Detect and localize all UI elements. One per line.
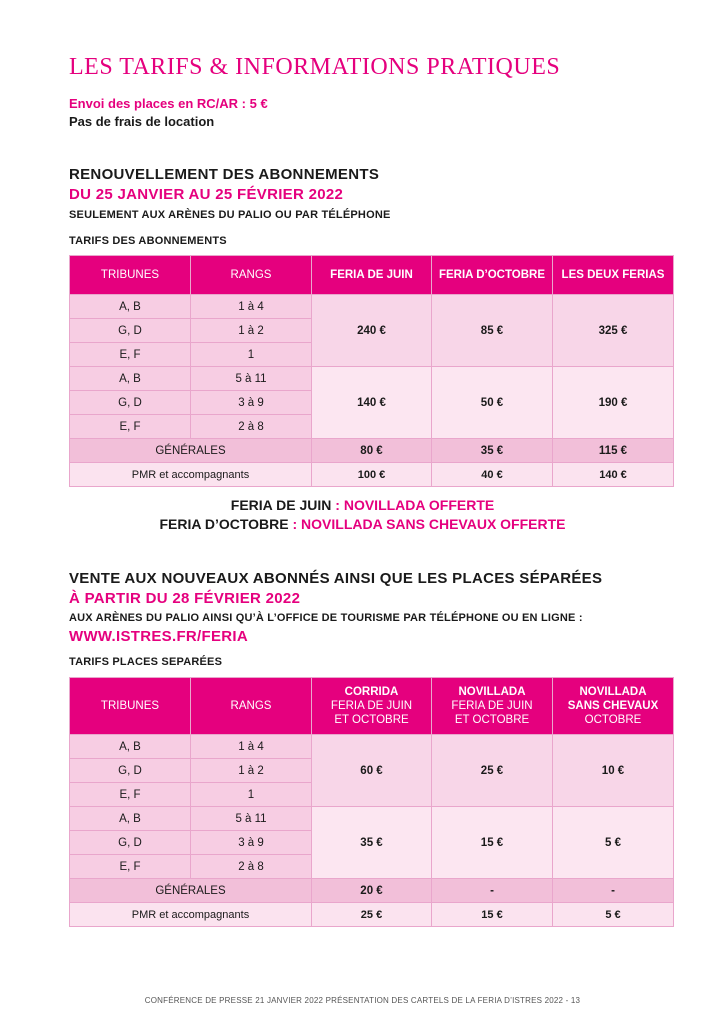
tribune-cell: G, D	[70, 831, 191, 855]
header-corrida	[312, 678, 432, 735]
tribune-cell: A, B	[70, 295, 191, 319]
pmr-row	[70, 903, 674, 927]
price-cell: 100 €	[312, 463, 432, 487]
rang-cell: 1	[191, 343, 312, 367]
price-cell: 20 €	[312, 879, 432, 903]
generales-row	[70, 439, 674, 463]
page-footer: CONFÉRENCE DE PRESSE 21 JANVIER 2022 PRÉSENTATION DES CARTELS DE LA FERIA D’ISTRES 2022 - 13	[144, 996, 581, 1005]
price-cell: 140 €	[312, 367, 432, 439]
tribune-cell: A, B	[70, 735, 191, 759]
price-cell: 5 €	[553, 807, 674, 879]
generales-row	[70, 879, 674, 903]
table-header-row	[70, 256, 674, 295]
header-nsc-title1: NOVILLADA	[579, 686, 647, 698]
rang-cell: 5 à 11	[191, 367, 312, 391]
offer1-sep: :	[331, 497, 344, 513]
section2-heading: VENTE AUX NOUVEAUX ABONNÉS AINSI QUE LES PLACES SÉPARÉES	[69, 570, 603, 587]
section2-dates: À PARTIR DU 28 FÉVRIER 2022	[69, 590, 301, 607]
offer2-value: NOVILLADA SANS CHEVAUX OFFERTE	[301, 516, 566, 532]
table-header-row	[70, 678, 674, 735]
table-row	[70, 735, 674, 759]
tribune-cell: A, B	[70, 807, 191, 831]
pmr-row	[70, 463, 674, 487]
price-cell: -	[553, 879, 674, 903]
price-cell: 25 €	[312, 903, 432, 927]
header-tribunes: TRIBUNES	[70, 256, 191, 295]
offer2-sep: :	[288, 516, 302, 532]
offer2-label: FERIA D’OCTOBRE	[159, 516, 289, 532]
tribune-cell: E, F	[70, 855, 191, 879]
envoi-info: Envoi des places en RC/AR : 5 €	[69, 96, 268, 111]
price-cell: 60 €	[312, 735, 432, 807]
rang-cell: 1 à 2	[191, 319, 312, 343]
header-novillada-sub1: FERIA DE JUIN	[451, 700, 533, 712]
header-novillada	[432, 678, 553, 735]
generales-label: GÉNÉRALES	[70, 439, 312, 463]
header-corrida-sub2: ET OCTOBRE	[334, 714, 409, 726]
section1-note: SEULEMENT AUX ARÈNES DU PALIO OU PAR TÉLÉPHONE	[69, 209, 391, 221]
section1-heading: RENOUVELLEMENT DES ABONNEMENTS	[69, 166, 380, 183]
price-cell: -	[432, 879, 553, 903]
section1-dates: DU 25 JANVIER AU 25 FÉVRIER 2022	[69, 186, 344, 203]
rang-cell: 1 à 4	[191, 295, 312, 319]
tribune-cell: A, B	[70, 367, 191, 391]
generales-label: GÉNÉRALES	[70, 879, 312, 903]
header-novillada-sans-chevaux	[553, 678, 674, 735]
rang-cell: 1 à 2	[191, 759, 312, 783]
header-rangs: RANGS	[191, 678, 312, 735]
offer1-label: FERIA DE JUIN	[230, 497, 332, 513]
price-cell: 115 €	[553, 439, 674, 463]
frais-info: Pas de frais de location	[69, 114, 215, 129]
places-separees-table	[69, 677, 674, 927]
header-feria-octobre: FERIA D’OCTOBRE	[432, 256, 553, 295]
price-cell: 15 €	[432, 903, 553, 927]
section2-note: AUX ARÈNES DU PALIO AINSI QU’À L’OFFICE DE TOURISME PAR TÉLÉPHONE OU EN LIGNE :	[69, 612, 583, 624]
price-cell: 190 €	[553, 367, 674, 439]
tribune-cell: G, D	[70, 759, 191, 783]
page-title: LES TARIFS & INFORMATIONS PRATIQUES	[69, 54, 561, 80]
section1-table-title: TARIFS DES ABONNEMENTS	[69, 235, 227, 247]
table-row	[70, 367, 674, 391]
price-cell: 10 €	[553, 735, 674, 807]
abonnements-table	[69, 255, 674, 487]
rang-cell: 2 à 8	[191, 415, 312, 439]
header-nsc-title2: SANS CHEVAUX	[567, 700, 659, 712]
price-cell: 40 €	[432, 463, 553, 487]
header-feria-juin: FERIA DE JUIN	[312, 256, 432, 295]
pmr-label: PMR et accompagnants	[70, 463, 312, 487]
price-cell: 325 €	[553, 295, 674, 367]
header-corrida-title: CORRIDA	[344, 686, 399, 698]
offer-line-2	[0, 516, 725, 532]
tribune-cell: G, D	[70, 319, 191, 343]
header-novillada-sub2: ET OCTOBRE	[454, 714, 530, 726]
rang-cell: 1	[191, 783, 312, 807]
pmr-label: PMR et accompagnants	[70, 903, 312, 927]
rang-cell: 1 à 4	[191, 735, 312, 759]
rang-cell: 5 à 11	[191, 807, 312, 831]
price-cell: 15 €	[432, 807, 553, 879]
price-cell: 25 €	[432, 735, 553, 807]
price-cell: 35 €	[312, 807, 432, 879]
tribune-cell: E, F	[70, 783, 191, 807]
offer1-value: NOVILLADA OFFERTE	[343, 497, 495, 513]
section2-table-title: TARIFS PLACES SEPARÉES	[69, 656, 223, 668]
header-novillada-title: NOVILLADA	[458, 686, 526, 698]
rang-cell: 3 à 9	[191, 831, 312, 855]
rang-cell: 2 à 8	[191, 855, 312, 879]
section2-url[interactable]: WWW.ISTRES.FR/FERIA	[69, 628, 249, 645]
price-cell: 5 €	[553, 903, 674, 927]
table-row	[70, 295, 674, 319]
price-cell: 35 €	[432, 439, 553, 463]
tribune-cell: G, D	[70, 391, 191, 415]
table-row	[70, 807, 674, 831]
header-rangs: RANGS	[191, 256, 312, 295]
header-nsc-sub: OCTOBRE	[584, 714, 642, 726]
price-cell: 85 €	[432, 295, 553, 367]
price-cell: 80 €	[312, 439, 432, 463]
rang-cell: 3 à 9	[191, 391, 312, 415]
price-cell: 240 €	[312, 295, 432, 367]
price-cell: 50 €	[432, 367, 553, 439]
header-corrida-sub1: FERIA DE JUIN	[330, 700, 413, 712]
price-cell: 140 €	[553, 463, 674, 487]
tribune-cell: E, F	[70, 343, 191, 367]
header-deux-ferias: LES DEUX FERIAS	[553, 256, 674, 295]
offer-line-1	[0, 497, 725, 513]
header-tribunes: TRIBUNES	[70, 678, 191, 735]
tribune-cell: E, F	[70, 415, 191, 439]
